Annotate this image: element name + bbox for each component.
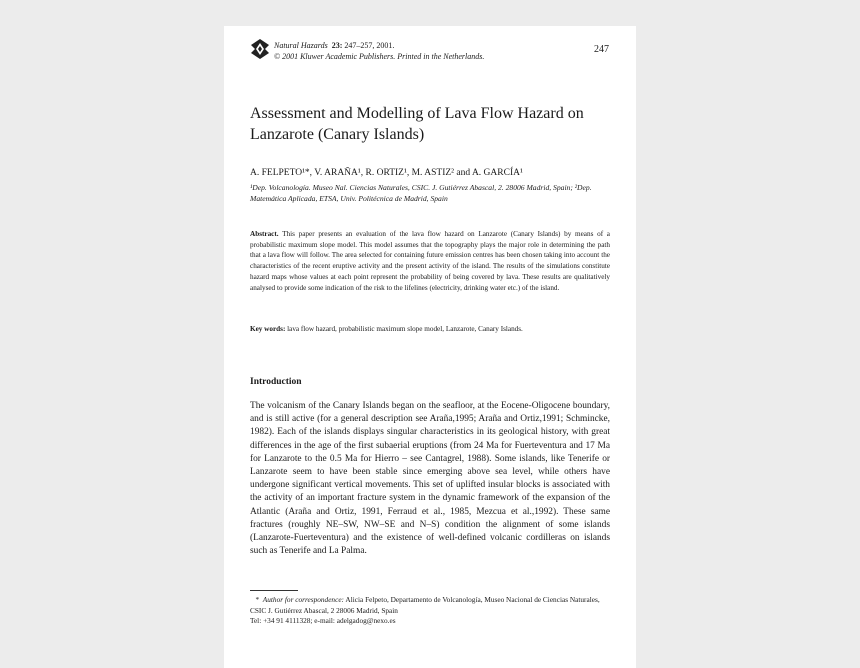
paper-title: Assessment and Modelling of Lava Flow Hazard on Lanzarote (Canary Islands) [250,105,584,143]
journal-citation [274,40,484,62]
keywords [250,325,610,333]
footnote-divider [250,590,298,591]
section-heading: Introduction [250,377,302,387]
body-paragraph: The volcanism of the Canary Islands began on the seafloor, at the Eocene-Oligocene boundary, and is still active (for a general description see Araña,1995; Araña and Ortiz,1991; Schmincke, 1982). Each of the islands displays singular characteristics in its geological history, with great differences in the age of the first subaerial eruptions (from 24 Ma for Fuerteventura and 17 Ma for Lanzarote to the 0.5 Ma for Hierro – see Cantagrel, 1988). Some islands, like Tenerife or Lanzarote seem to have been stable since emerging above sea level, while others have undergone significant vertical movements. This set of uplifted insular blocks is associated with the activity of an important fracture system in the dynamic framework of the expansion of the Atlantic (Araña and Ortiz, 1991, Ferraud et al., 1985, Mezcua et al.,1992). These same fractures (roughly NE–SW, NW–SE and N–S) condition the alignment of some islands (Lanzarote-Fuerteventura) and the existence of well-defined volcanic cordilleras on islands such as Tenerife and La Palma. [250,401,610,557]
page-number: 247 [594,44,609,55]
journal-name: Natural Hazards [274,41,328,50]
publisher-logo-icon [250,38,270,60]
footnote-marker: * [255,595,260,604]
journal-volume: 23: [331,41,343,50]
footnote-label: Author for correspondence: [262,595,344,604]
keywords-label: Key words: [250,325,286,333]
footnote-text: Alicia Felpeto, Departamento de Volcanología, Museo Nacional de Ciencias Naturales, CSIC J. Gutiérrez Abascal, 2 28006 Madrid, Spain [250,595,600,615]
author-list: A. FELPETO¹*, V. ARAÑA¹, R. ORTIZ¹, M. ASTIZ² and A. GARCÍA¹ [250,168,523,178]
journal-pages: 247–257, 2001. [344,41,395,50]
footnote [250,595,612,627]
abstract-label: Abstract. [250,230,279,238]
affiliations: ¹Dep. Volcanología. Museo Nal. Ciencias Naturales, CSIC. J. Gutiérrez Abascal, 2. 28006 Madrid, Spain; ²Dep. Matemática Aplicada, ETSA, Univ. Politécnica de Madrid, Spain [250,183,592,203]
keywords-text: lava flow hazard, probabilistic maximum slope model, Lanzarote, Canary Islands. [287,325,523,333]
copyright-line: © 2001 Kluwer Academic Publishers. Printed in the Netherlands. [274,52,485,61]
abstract-text: This paper presents an evaluation of the lava flow hazard on Lanzarote (Canary Islands) by means of a probabilistic maximum slope model. This model assumes that the topography plays the major role in determining the path that a lava flow will follow. The area selected for containing future emission centres has been chosen taking into account the characteristics of the recent eruptive activity and the present activity of the island. The results of the simulations constitute hazard maps whose values at each point represent the probability of being covered by lava. These results are qualitatively analysed to provide some indication of the risk to the lifelines (electricity, drinking water etc.) of the island. [250,230,610,292]
footnote-contact: Tel: +34 91 4111328; e-mail: adelgadog@nexo.es [250,616,396,626]
abstract [250,229,610,293]
